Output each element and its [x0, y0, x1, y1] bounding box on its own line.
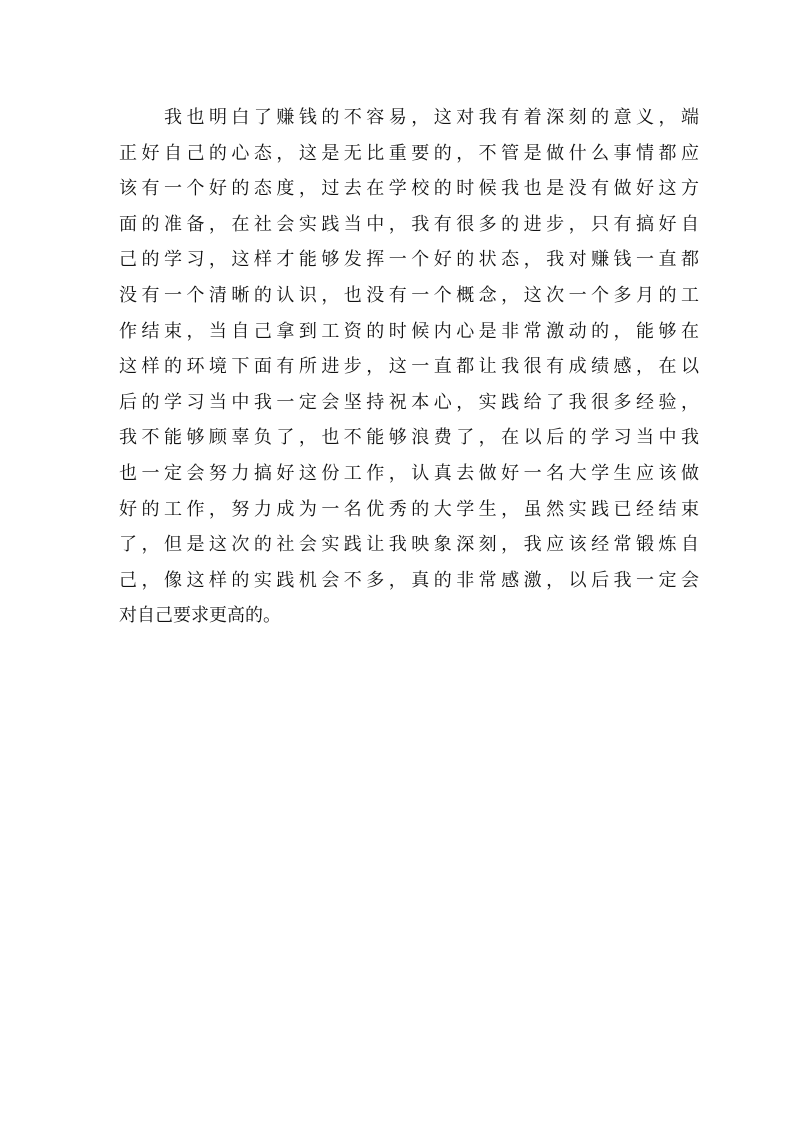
paragraph-line: 也一定会努力搞好这份工作，认真去做好一名大学生应该做 [119, 462, 699, 484]
paragraph-line: 该有一个好的态度，过去在学校的时候我也是没有做好这方 [119, 178, 699, 200]
paragraph-line: 我不能够顾辜负了，也不能够浪费了，在以后的学习当中我 [119, 427, 699, 449]
paragraph-line: 对自己要求更高的。 [119, 605, 281, 627]
paragraph-line: 正好自己的心态，这是无比重要的，不管是做什么事情都应 [119, 142, 699, 164]
paragraph-line: 后的学习当中我一定会坚持祝本心，实践给了我很多经验， [119, 391, 699, 413]
paragraph-line: 这样的环境下面有所进步，这一直都让我很有成绩感，在以 [119, 356, 699, 378]
paragraph-line: 己的学习，这样才能够发挥一个好的状态，我对赚钱一直都 [119, 249, 699, 271]
paragraph-line: 好的工作，努力成为一名优秀的大学生，虽然实践已经结束 [119, 498, 699, 520]
paragraph-line: 我也明白了赚钱的不容易，这对我有着深刻的意义，端 [164, 107, 699, 128]
paragraph-line: 了，但是这次的社会实践让我映象深刻，我应该经常锻炼自 [119, 534, 699, 556]
paragraph-line: 没有一个清晰的认识，也没有一个概念，这次一个多月的工 [119, 284, 699, 306]
paragraph-line: 己，像这样的实践机会不多，真的非常感激，以后我一定会 [119, 569, 699, 591]
body-paragraph [119, 100, 699, 634]
paragraph-line: 作结束，当自己拿到工资的时候内心是非常激动的，能够在 [119, 320, 699, 342]
paragraph-line: 面的准备，在社会实践当中，我有很多的进步，只有搞好自 [119, 213, 699, 235]
